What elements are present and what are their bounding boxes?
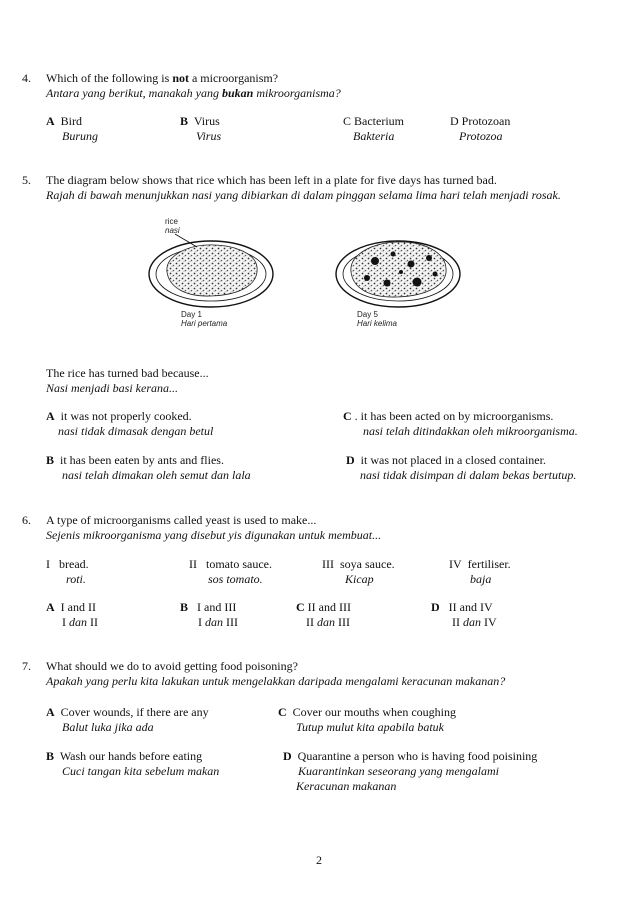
day1-label: Day 1	[181, 310, 202, 319]
stem-text-en: The rice has turned bad because...	[46, 366, 209, 380]
mould-spot	[391, 252, 396, 257]
option-d[interactable]: D it was not placed in a closed container.	[346, 453, 546, 467]
answer-c-ms: II dan III	[306, 615, 350, 629]
day5-label: Day 5	[357, 310, 378, 319]
stem-text-ms: Nasi menjadi basi kerana...	[46, 381, 178, 395]
option-d[interactable]: D Quarantine a person who is having food poisining	[283, 749, 538, 763]
option-b[interactable]: B Virus	[180, 114, 220, 128]
option-a[interactable]: A Bird	[46, 114, 83, 128]
option-c[interactable]: C Cover our mouths when coughing	[278, 705, 456, 719]
item-iii-ms: Kicap	[345, 572, 374, 586]
question-text-en: The diagram below shows that rice which has been left in a plate for five days has turned bad.	[46, 173, 497, 187]
day5-plate	[336, 241, 460, 307]
nasi-label: nasi	[165, 226, 180, 235]
option-d-ms: nasi tidak disimpan di dalam bekas bertutup.	[360, 468, 577, 482]
option-a-ms: Balut luka jika ada	[62, 720, 154, 734]
question-number: 7.	[22, 659, 31, 673]
option-c[interactable]: C Bacterium	[343, 114, 404, 128]
rice-label: rice	[165, 217, 178, 226]
mould-spot	[399, 270, 403, 274]
item-i-ms: roti.	[66, 572, 86, 586]
question-number: 4.	[22, 71, 31, 85]
answer-c[interactable]: C II and III	[296, 600, 351, 614]
mould-spot	[433, 272, 438, 277]
option-c-ms: nasi telah ditindakkan oleh mikroorganisma.	[363, 424, 578, 438]
question-number: 5.	[22, 173, 31, 187]
item-iv: IV fertiliser.	[449, 557, 511, 571]
option-a[interactable]: A it was not properly cooked.	[46, 409, 192, 423]
day5-ms-label: Hari kelima	[357, 319, 398, 328]
option-d-ms: Protozoa	[459, 129, 503, 143]
spoiled-rice-diagram	[145, 212, 485, 334]
option-b[interactable]: B Wash our hands before eating	[46, 749, 203, 763]
mould-spot	[371, 257, 379, 265]
label-pointer	[175, 234, 197, 247]
question-number: 6.	[22, 513, 31, 527]
item-ii: II tomato sauce.	[189, 557, 272, 571]
option-d-ms-line2: Keracunan makanan	[296, 779, 397, 793]
answer-d-ms: II dan IV	[452, 615, 497, 629]
option-b[interactable]: B it has been eaten by ants and flies.	[46, 453, 224, 467]
option-c-ms: Bakteria	[353, 129, 395, 143]
option-c[interactable]: C . it has been acted on by microorganisms.	[343, 409, 554, 423]
question-text-en: Which of the following is not a microorganism?	[46, 71, 279, 85]
option-a-ms: nasi tidak dimasak dengan betul	[58, 424, 214, 438]
option-d[interactable]: D Protozoan	[450, 114, 511, 128]
mould-spot	[413, 278, 422, 287]
item-iii: III soya sauce.	[322, 557, 395, 571]
option-c-ms: Tutup mulut kita apabila batuk	[296, 720, 445, 734]
question-text-en: What should we do to avoid getting food poisoning?	[46, 659, 298, 673]
mould-spot	[364, 275, 370, 281]
answer-a-ms: I dan II	[62, 615, 98, 629]
mould-spot	[408, 261, 415, 268]
answer-a[interactable]: A I and II	[46, 600, 96, 614]
page-number: 2	[316, 853, 322, 867]
day1-plate	[149, 241, 273, 307]
option-a[interactable]: A Cover wounds, if there are any	[46, 705, 209, 719]
option-b-ms: nasi telah dimakan oleh semut dan lala	[62, 468, 251, 482]
item-i: I bread.	[46, 557, 89, 571]
item-iv-ms: baja	[470, 572, 492, 586]
day1-ms-label: Hari pertama	[181, 319, 228, 328]
question-text-ms: Sejenis mikroorganisma yang disebut yis digunakan untuk membuat...	[46, 528, 382, 542]
option-b-ms: Cuci tangan kita sebelum makan	[62, 764, 220, 778]
option-b-ms: Virus	[196, 129, 222, 143]
answer-b[interactable]: B I and III	[180, 600, 237, 614]
question-text-ms: Apakah yang perlu kita lakukan untuk mengelakkan daripada mengalami keracunan makanan?	[46, 674, 506, 688]
option-d-ms: Kuarantinkan seseorang yang mengalami	[298, 764, 499, 778]
question-text-ms: Antara yang berikut, manakah yang bukan mikroorganisma?	[46, 86, 341, 100]
question-text-en: A type of microorganisms called yeast is used to make...	[46, 513, 317, 527]
mould-spot	[384, 280, 391, 287]
option-a-ms: Burung	[62, 129, 98, 143]
mould-spot	[426, 255, 432, 261]
question-text-ms: Rajah di bawah menunjukkan nasi yang dibiarkan di dalam pinggan selama lima hari telah menjadi rosak.	[46, 188, 561, 202]
answer-d[interactable]: D II and IV	[431, 600, 493, 614]
item-ii-ms: sos tomato.	[208, 572, 263, 586]
answer-b-ms: I dan III	[198, 615, 238, 629]
